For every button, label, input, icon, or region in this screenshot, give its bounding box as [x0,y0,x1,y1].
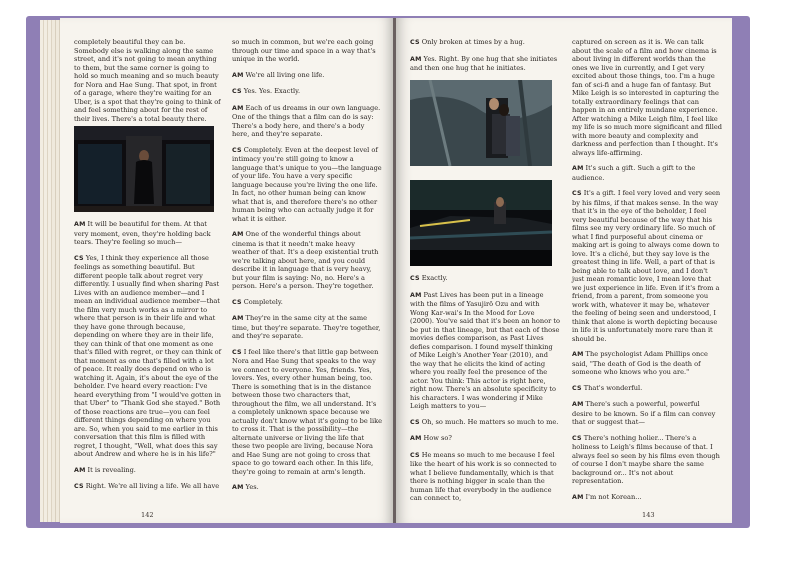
speaker-initials: AM [410,55,422,63]
paragraph [232,348,382,477]
right-column-2 [572,38,722,509]
speech-text: Yes, I think they experience all those feelings as something beautiful. But different people talk about regret very differently. I usually find when sharing Past Lives with an audience member—and I mean an individual audience member—that the film very much works as a mirror to where that person is in their life and what they have gone through because, depending on where they are in their life, they can think of that one moment as one that's filled with regret, or they can think of that moment as one that's filled with a lot of peace. It really does depend on who is watching it. Again, it's about the eye of the beholder. I've heard every reaction: I've heard everything from "I would've gotten in that Uber" to "Thank God she stayed." Both of those reactions are true—you can feel different things depending on where you are. So, when you said to me earlier in this conversation that this film is filled with regret, I thought, "Well, what does this say about Andrew and where he is in his life?" [74,253,222,458]
speaker-initials: CS [410,39,420,46]
speaker-initials: CS [232,298,242,306]
speech-text: They're in the same city at the same time, but they're separate. They're together, and they're separate. [232,314,381,340]
speaker-initials: AM [232,71,244,79]
speech-text: Right. We're all living a life. We all have [85,482,220,490]
paragraph [232,146,382,224]
paragraph [572,384,722,394]
speaker-initials: CS [232,348,242,356]
speech-text: Yes. Right. By one hug that she initiates and then one hug that he initiates. [410,54,558,72]
paragraph [232,104,382,139]
paragraph [410,434,560,444]
speaker-initials: AM [74,466,86,474]
speech-text: That's wonderful. [583,383,643,392]
left-column-2 [232,38,382,500]
paragraph [572,189,722,343]
paragraph: captured on screen as it is. We can talk about the scale of a film and how cinema is about living in different worlds than the ones we live in currently, and I get very excited about those things, too. I'm a huge fan of sci-fi and a huge fan of fantasy. But Mike Leigh is so interested in capturing the totally extraordinary feelings that can happen in an entirely mundane experience. After watching a Mike Leigh film, I feel like my life is so much more significant and filled with more beauty and complexity and darkness and perfection than I thought. It's always life-affirming. [572,38,722,157]
paragraph [232,230,382,291]
speaker-initials: AM [572,493,584,501]
speech-text: There's nothing holier... There's a holiness to Leigh's films because of that. I always feel so seen by his films even though of course I don't maybe share the same background or... It's not about representation. [572,433,720,485]
paragraph [410,418,560,428]
speech-text: Oh, so much. He matters so much to me. [421,417,559,426]
speech-text: Each of us dreams in our own language. One of the things that a film can do is say: There's a body here, and there's a body here, and they're separate. [232,103,381,138]
right-column-1-top [410,38,560,80]
speaker-initials: CS [572,384,582,392]
speech-text: Completely. [243,297,283,306]
paragraph [410,451,560,503]
left-column-1 [74,38,222,130]
speaker-initials: AM [572,351,584,358]
speech-text: There's such a powerful, powerful desire to be known. So if a film can convey that or suggest that— [572,400,716,426]
speaker-initials: AM [74,221,86,228]
speech-text: It's a gift. I feel very loved and very seen by his films, if that makes sense. In the way that it's in the eye of the beholder, I feel very beautiful because of the way that his films see my very ordinary life. So much of what I find purposeful about cinema or making art is going to always come down to love. It's a cliché, but they say love is the greatest thing in life. Well, a part of that is being able to talk about love, and I don't just mean romantic love, I mean love that we just experience in life. Even if it's from a friend, from a parent, from someone you work with, whatever it may be, whatever the feeling of being seen and understood, I think that alone is worth depicting because in life it is unfortunately more rare than it should be. [572,189,721,343]
paragraph [572,400,722,427]
speaker-initials: AM [232,484,244,491]
paragraph [74,482,222,492]
right-column-1-bottom [410,274,560,510]
speech-text: How so? [423,434,452,442]
speech-text: Only broken at times by a hug. [421,38,525,46]
paragraph [232,298,382,308]
left-column-1-continued [74,220,222,499]
speech-text: I'm not Korean... [585,492,642,501]
speaker-initials: CS [410,451,420,459]
speaker-initials: CS [572,434,582,442]
speaker-initials: AM [232,104,244,112]
paragraph [572,350,722,377]
left-page [60,18,394,523]
speaker-initials: AM [572,401,584,408]
paragraph [74,220,222,247]
right-page [396,18,732,523]
paragraph [232,483,382,493]
paragraph [410,274,560,284]
film-still-woman-in-doorway [74,126,214,212]
speaker-initials: AM [232,315,244,322]
speech-text: The psychologist Adam Phillips once said, "The death of God is the death of someone who knows who you are." [572,350,708,376]
speech-text: It is revealing. [87,465,136,474]
speaker-initials: CS [410,418,420,426]
speaker-initials: CS [74,483,84,490]
speech-text: Yes. [245,483,259,491]
page-number-right: 143 [642,511,655,519]
paragraph [74,254,222,459]
paragraph [572,164,722,182]
speaker-initials: AM [232,231,244,238]
paragraph [410,291,560,411]
speech-text: It's such a gift. Such a gift to the audience. [572,164,696,182]
paragraph [410,38,560,48]
speaker-initials: CS [572,190,582,197]
film-still-night-taxi [410,180,552,266]
film-still-couple-embracing [410,80,552,166]
speaker-initials: CS [232,88,242,95]
speaker-initials: AM [410,435,422,442]
paragraph [232,87,382,97]
page-number-left: 142 [141,511,154,519]
paragraph [410,55,560,73]
speech-text: Exactly. [421,274,448,282]
paragraph [572,434,722,486]
speech-text: It will be beautiful for them. At that very moment, even, they're holding back tears. They're feeling so much— [74,220,211,246]
paragraph: so much in common, but we're each going through our time and space in a way that's unique in the world. [232,38,376,63]
speech-text: Completely. Even at the deepest level of intimacy you're still going to know a language that's unique to you—the language of your life. You have a very specific language because you're living the one life. In fact, no other human being can know what that is, and therefore there's no other human being who can actually judge it for what it is either. [232,145,382,223]
paragraph [232,71,382,81]
speech-text: I feel like there's that little gap between Nora and Hae Sung that speaks to the way we connect to everyone. Yes, friends. Yes, lovers. Yes, every other human being, too. There is something that is in the distance between those two characters that, throughout the film, we all understand. It's a completely unknown space because we actually don't know what it's going to be like to cross it. That is the possibility—the alternate universe or living the life that these two people are living, because Nora and Hae Sung are not going to cross that space to go toward each other. In this life, they're going to remain at arm's length. [232,347,382,476]
speaker-initials: CS [74,254,84,262]
speech-text: Yes. Yes. Exactly. [243,87,301,95]
speech-text: One of the wonderful things about cinema is that it needn't make heavy weather of that. It's a deep existential truth we're talking about here, and you could describe it in language that is very heavy, but your film is saying: No, no. Here's a person. Here's a person. They're together. [232,230,379,290]
speaker-initials: CS [232,146,242,154]
paragraph: completely beautiful they can be. Somebody else is walking along the same street, and it's not going to mean anything to them, but the same corner is going to hold so much meaning and so much beauty for Nora and Hae Sung. That spot, in front of a garage, where they're waiting for an Uber, is a spot that they're going to think of and feel something about for the rest of their lives. There's a total beauty there. [74,38,221,123]
speech-text: We're all living one life. [245,70,325,79]
speech-text: Past Lives has been put in a lineage with the films of Yasujirō Ozu and with Wong Kar-wai's In the Mood for Love (2000). You've said that it's been an honor to be put in that lineage, but that each of those movies defies comparison, as Past Lives defies comparison. I found myself thinking of Mike Leigh's Another Year (2010), and the way that he elicits the kind of acting where you really feel the presence of the actor. You think: This actor is right here, right now. There's an absolute specificity to his characters. I was wondering if Mike Leigh matters to you— [410,290,560,410]
speaker-initials: AM [572,165,584,172]
paragraph [232,314,382,341]
speaker-initials: CS [410,275,420,282]
speaker-initials: AM [410,291,422,299]
speech-text: He means so much to me because I feel like the heart of his work is so connected to what I believe fundamentally, which is that there is nothing bigger in scale than the human life that everybody in the audience can connect to, [410,450,557,502]
paragraph [74,466,222,476]
paragraph [572,493,722,503]
